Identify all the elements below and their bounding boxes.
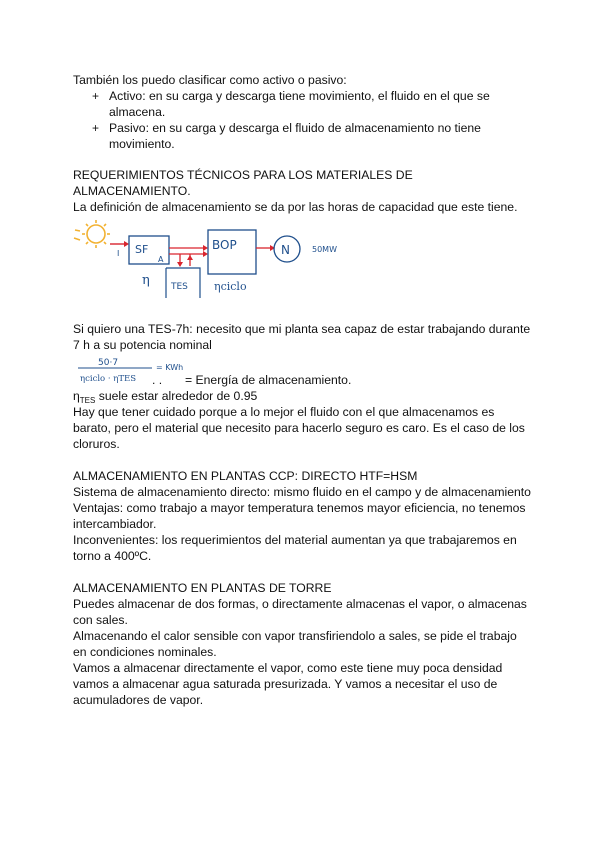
ccp-line1: Sistema de almacenamiento directo: mismo fluido en el campo y de almacenamiento <box>73 485 531 499</box>
intro-text: También los puedo clasificar como activo o pasivo: <box>73 73 347 87</box>
ccp-line2: Ventajas: como trabajo a mayor temperatura tenemos mayor eficiencia, no tenemos <box>73 501 526 515</box>
label-tes: TES <box>171 282 188 292</box>
storage-diagram <box>72 218 372 302</box>
tes-example-line2: 7 h a su potencia nominal <box>73 338 212 352</box>
section-heading-requerimientos-cont: ALMACENAMIENTO. <box>73 184 191 198</box>
warning-line3: cloruros. <box>73 437 120 451</box>
tes-example-line1: Si quiero una TES-7h: necesito que mi planta sea capaz de estar trabajando durante <box>73 322 531 336</box>
eta-symbol: η <box>73 389 80 403</box>
ccp-line4: Inconvenientes: los requerimientos del material aumentan ya que trabajaremos en <box>73 533 517 547</box>
warning-line1: Hay que tener cuidado porque a lo mejor el fluido con el que almacenamos es <box>73 405 495 419</box>
label-sf: SF <box>135 243 149 256</box>
label-power: 50MW <box>312 245 337 254</box>
bullet-marker: + <box>92 89 100 103</box>
bop-box <box>208 230 256 274</box>
bullet-activo-line1: Activo: en su carga y descarga tiene movimiento, el fluido en el que se <box>109 89 490 103</box>
definition-text: La definición de almacenamiento se da por las horas de capacidad que este tiene. <box>73 200 518 214</box>
label-i: I <box>117 249 120 258</box>
formula-dots: . . <box>152 373 163 387</box>
formula-result: = KWh <box>156 363 184 372</box>
ccp-line3: intercambiador. <box>73 517 157 531</box>
irradiance-arrow <box>110 241 129 247</box>
torre-line5: Vamos a almacenar directamente el vapor, como este tiene muy poca densidad <box>73 661 503 675</box>
label-bop: BOP <box>212 238 237 252</box>
bullet-pasivo-line1: Pasivo: en su carga y descarga el fluido de almacenamiento no tiene <box>109 121 481 135</box>
torre-line7: acumuladores de vapor. <box>73 693 204 707</box>
torre-line2: con sales. <box>73 613 128 627</box>
section-heading-ccp: ALMACENAMIENTO EN PLANTAS CCP: DIRECTO HTF=HSM <box>73 469 418 483</box>
sf-to-bop-arrows <box>169 245 208 267</box>
eta-subscript: TES <box>79 396 96 405</box>
bullet-activo-line2: almacena. <box>109 105 166 119</box>
formula-numerator: 50·7 <box>98 358 119 368</box>
label-eta-ciclo: ηciclo <box>214 280 247 293</box>
torre-line6: vamos a almacenar agua saturada presurizada. Y vamos a necesitar el uso de <box>73 677 498 691</box>
torre-line1: Puedes almacenar de dos formas, o directamente almacenas el vapor, o almacenas <box>73 597 527 611</box>
label-eta: η <box>142 273 150 288</box>
label-n: N <box>281 243 290 257</box>
bullet-pasivo-line2: movimiento. <box>109 137 175 151</box>
warning-line2: barato, pero el material que necesito para hacerlo seguro es caro. Es el caso de los <box>73 421 525 435</box>
torre-line4: en condiciones nominales. <box>73 645 217 659</box>
formula-denominator: ηciclo · ηTES <box>80 374 137 384</box>
eta-description: suele estar alrededor de 0.95 <box>95 389 258 403</box>
bop-to-generator-arrow <box>256 245 275 251</box>
torre-line3: Almacenando el calor sensible con vapor transfiriendolo a sales, se pide el trabajo <box>73 629 517 643</box>
bullet-marker: + <box>92 121 100 135</box>
label-a: A <box>158 255 164 264</box>
section-heading-requerimientos: REQUERIMIENTOS TÉCNICOS PARA LOS MATERIALES DE <box>73 168 413 182</box>
ccp-line5: torno a 400ºC. <box>73 549 152 563</box>
section-heading-torre: ALMACENAMIENTO EN PLANTAS DE TORRE <box>73 581 332 595</box>
energy-label: = Energía de almacenamiento. <box>185 373 352 387</box>
sun-icon <box>74 220 110 248</box>
